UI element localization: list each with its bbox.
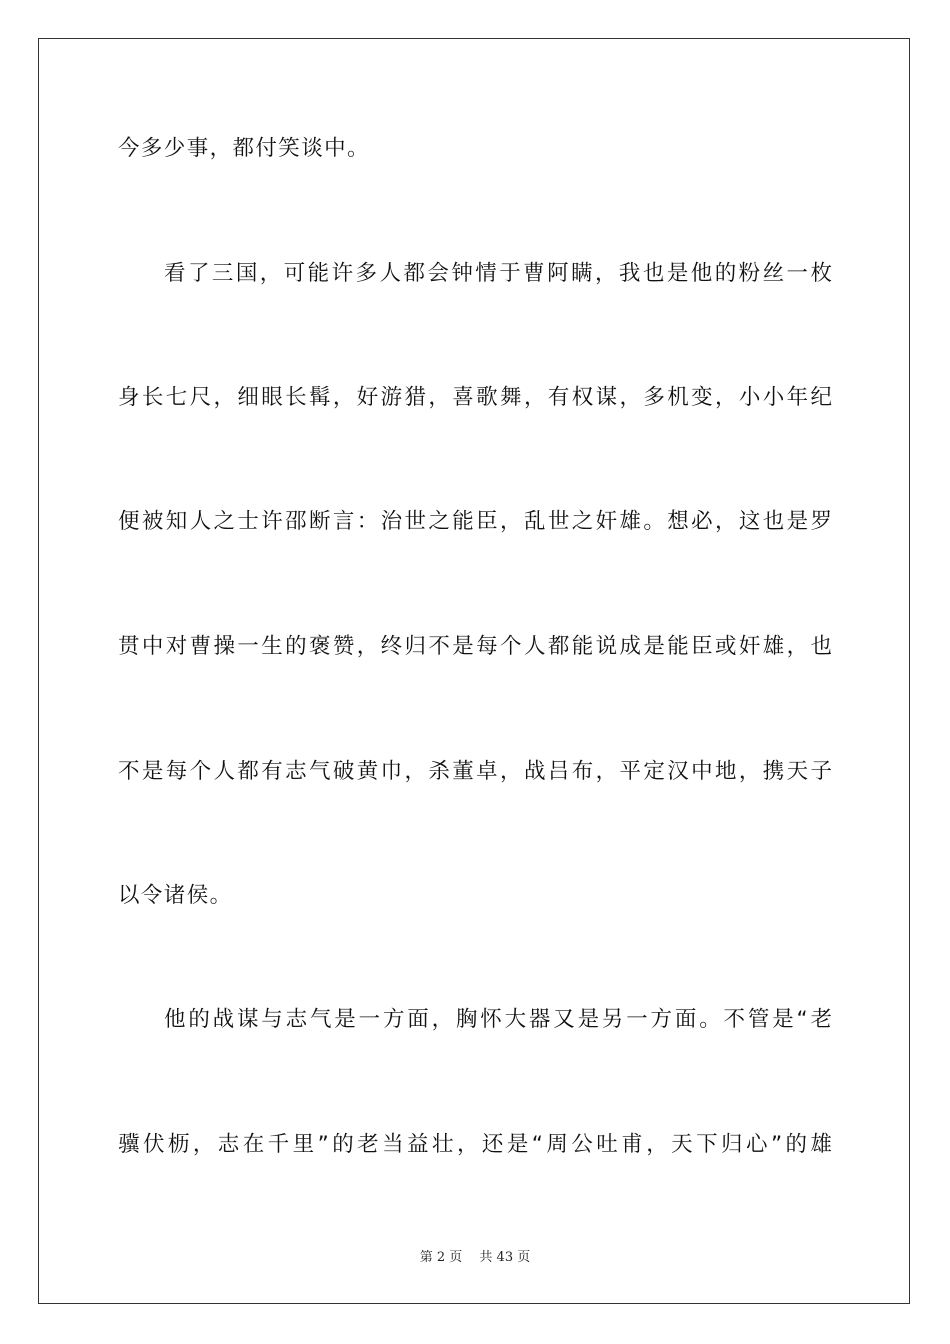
text-line: 贯中对曹操一生的褒赞，终归不是每个人都能说成是能臣或奸雄，也 xyxy=(118,634,832,659)
text-line: 骥伏枥，志在千里”的老当益壮，还是“周公吐甫，天下归心”的雄 xyxy=(118,1132,832,1157)
paragraph-first-line: 他的战谋与志气是一方面，胸怀大器又是另一方面。不管是“老 xyxy=(164,1007,832,1032)
text-line: 便被知人之士许邵断言：治世之能臣，乱世之奸雄。想必，这也是罗 xyxy=(118,509,832,534)
text-line: 不是每个人都有志气破黄巾，杀董卓，战吕布，平定汉中地，携天子 xyxy=(118,759,832,784)
text-line: 以令诸侯。 xyxy=(118,883,233,908)
text-line: 今多少事，都付笑谈中。 xyxy=(118,136,370,161)
page-number-footer: 第 2 页 共 43 页 xyxy=(419,1250,531,1265)
paragraph-first-line: 看了三国，可能许多人都会钟情于曹阿瞒，我也是他的粉丝一枚 xyxy=(164,261,832,286)
page-border xyxy=(38,38,910,1304)
text-line: 身长七尺，细眼长髯，好游猎，喜歌舞，有权谋，多机变，小小年纪 xyxy=(118,385,832,410)
